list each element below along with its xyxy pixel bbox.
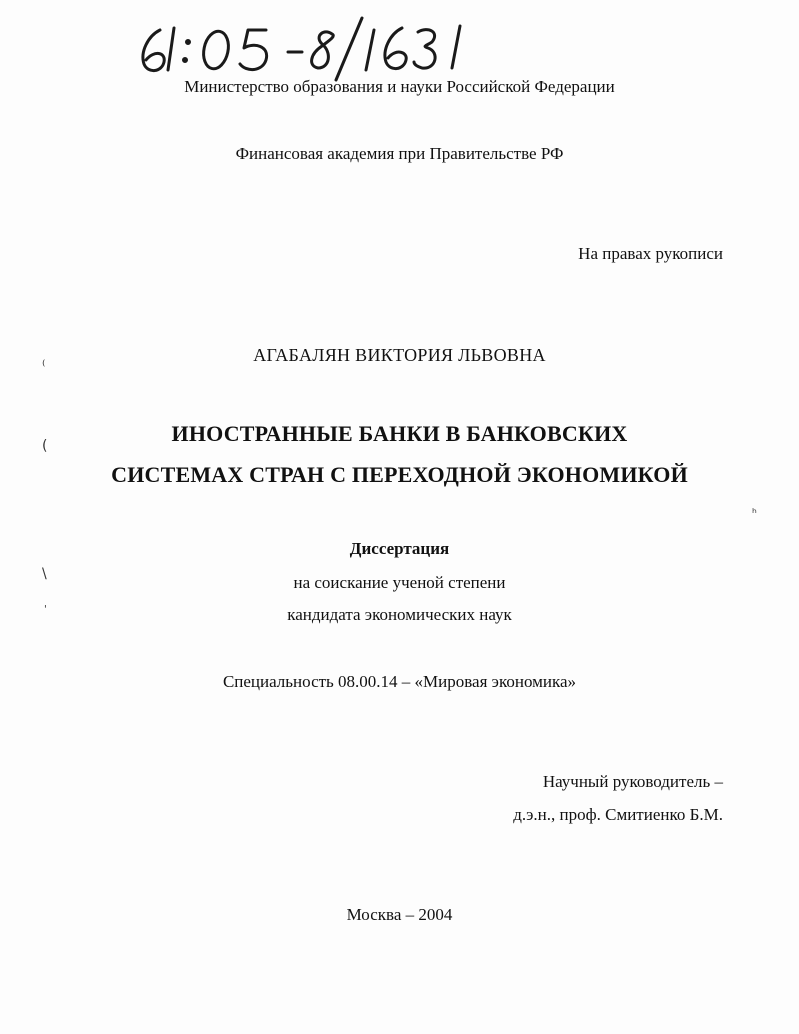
degree-line-2: кандидата экономических наук	[287, 605, 512, 624]
author-name: АГАБАЛЯН ВИКТОРИЯ ЛЬВОВНА	[253, 345, 546, 365]
scan-mark: ⁽	[42, 358, 46, 374]
academy-name: Финансовая академия при Правительстве РФ	[235, 144, 564, 163]
place-and-year: Москва – 2004	[346, 905, 453, 924]
specialty: Специальность 08.00.14 – «Мировая экономика»	[222, 672, 577, 691]
supervisor-name: д.э.н., проф. Смитиенко Б.М.	[513, 805, 723, 824]
thesis-title-line-2: СИСТЕМАХ СТРАН С ПЕРЕХОДНОЙ ЭКОНОМИКОЙ	[111, 462, 688, 487]
ministry-name: Министерство образования и науки Российской Федерации	[184, 77, 615, 96]
scan-mark: (	[42, 438, 48, 454]
scan-mark: ʰ	[752, 506, 757, 520]
scan-mark: \	[42, 566, 47, 582]
thesis-title-line-1: ИНОСТРАННЫЕ БАНКИ В БАНКОВСКИХ	[171, 421, 628, 446]
handwritten-catalog-number	[130, 8, 490, 88]
scan-mark: '	[44, 604, 47, 615]
work-type: Диссертация	[349, 539, 450, 558]
supervisor-label: Научный руководитель –	[542, 772, 723, 791]
degree-line-1: на соискание ученой степени	[293, 573, 506, 592]
manuscript-rights-note: На правах рукописи	[578, 244, 723, 263]
